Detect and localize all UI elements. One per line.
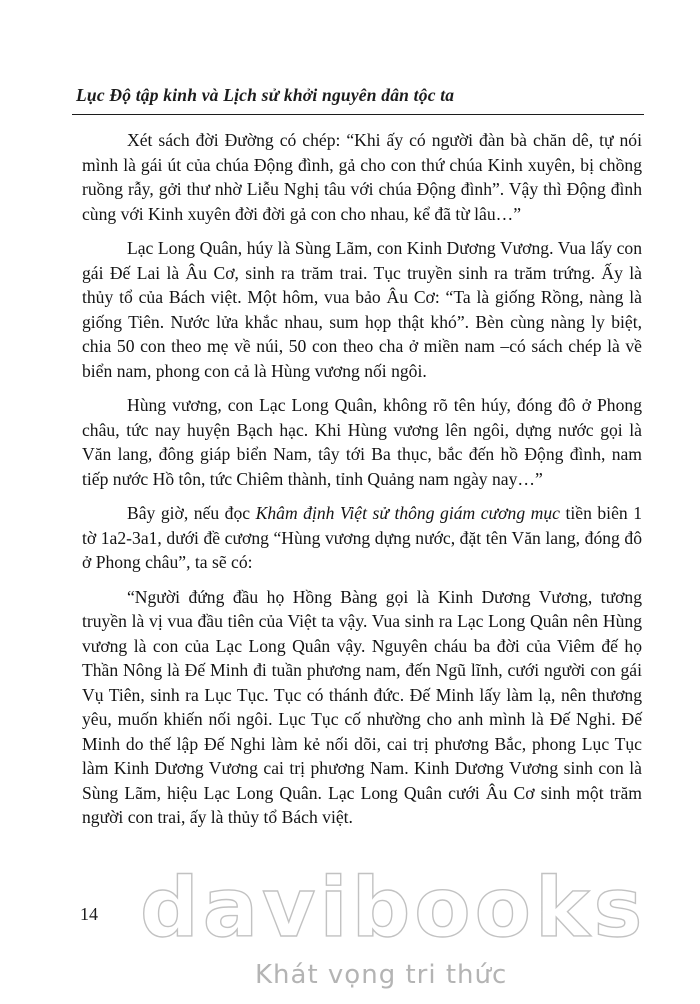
header-rule [72, 114, 644, 115]
paragraph: Lạc Long Quân, húy là Sùng Lãm, con Kinh Dương Vương. Vua lấy con gái Đế Lai là Âu Cơ, sinh ra trăm trai. Tục truyền sinh ra trăm trứng. Ấy là thủy tổ của Bách việt. Một hôm, vua bảo Âu Cơ: “Ta là giống Rồng, nàng là giống Tiên. Nước lửa khắc nhau, sum họp thật khó”. Bèn cùng nàng ly biệt, chia 50 con theo mẹ về núi, 50 con theo cha ở miền nam –có sách chép là về biển nam, phong con cả là Hùng vương nối ngôi. [82, 238, 642, 381]
book-title: Khâm định Việt sử thông giám cương mục [255, 503, 560, 523]
body-text [82, 128, 642, 830]
paragraph-text: Bây giờ, nếu đọc [127, 503, 256, 523]
running-header: Lục Độ tập kinh và Lịch sử khởi nguyên dân tộc ta [76, 85, 455, 105]
watermark-tagline: Khát vọng tri thức [255, 960, 508, 990]
paragraph [82, 501, 642, 575]
paragraph: Xét sách đời Đường có chép: “Khi ấy có người đàn bà chăn dê, tự nói mình là gái út của chúa Động đình, gả cho con thứ chúa Kinh xuyên, bị chồng ruồng rẫy, gởi thư nhờ Liễu Nghị tâu với chúa Động đình”. Vậy thì Động đình cùng với Kinh xuyên đời đời gả con cho nhau, kể đã từ lâu…” [82, 130, 642, 224]
watermark-logo: davibooks [140, 861, 647, 956]
paragraph: Hùng vương, con Lạc Long Quân, không rõ tên húy, đóng đô ở Phong châu, tức nay huyện Bạch hạc. Khi Hùng vương lên ngôi, dựng nước gọi là Văn lang, đông giáp biển Nam, tây tới Ba thục, bắc đến hồ Động đình, nam tiếp nước Hồ tôn, tức Chiêm thành, tỉnh Quảng nam ngày nay…” [82, 395, 642, 489]
paragraph: “Người đứng đầu họ Hồng Bàng gọi là Kinh Dương Vương, tương truyền là vị vua đầu tiên của Việt ta vậy. Vua sinh ra Lạc Long Quân nên Hùng vương là con của Lạc Long Quân vậy. Nguyên cháu ba đời của Viêm đế họ Thần Nông là Đế Minh đi tuần phương nam, đến Ngũ lĩnh, cưới người con gái Vụ Tiên, sinh ra Lục Tục. Tục có thánh đức. Đế Minh lấy làm lạ, nên thương yêu, muốn khiến nối ngôi. Lục Tục cố nhường cho anh mình là Đế Nghi. Đế Minh do thế lập Đế Nghi làm kẻ nối dõi, cai trị phương Bắc, phong Lục Tục làm Kinh Dương Vương cai trị phương Nam. Kinh Dương Vương sinh con là Sùng Lãm, hiệu Lạc Long Quân. Lạc Long Quân cưới Âu Cơ sinh một trăm người con trai, ấy là thủy tổ Bách việt. [82, 586, 642, 827]
paragraph-text: tiền biên 1 tờ 1a2-3a1, dưới đề cương “Hùng vương dựng nước, đặt tên Văn lang, đóng đô ở Phong châu”, ta sẽ có: [82, 503, 642, 572]
page-number: 14 [80, 904, 98, 924]
